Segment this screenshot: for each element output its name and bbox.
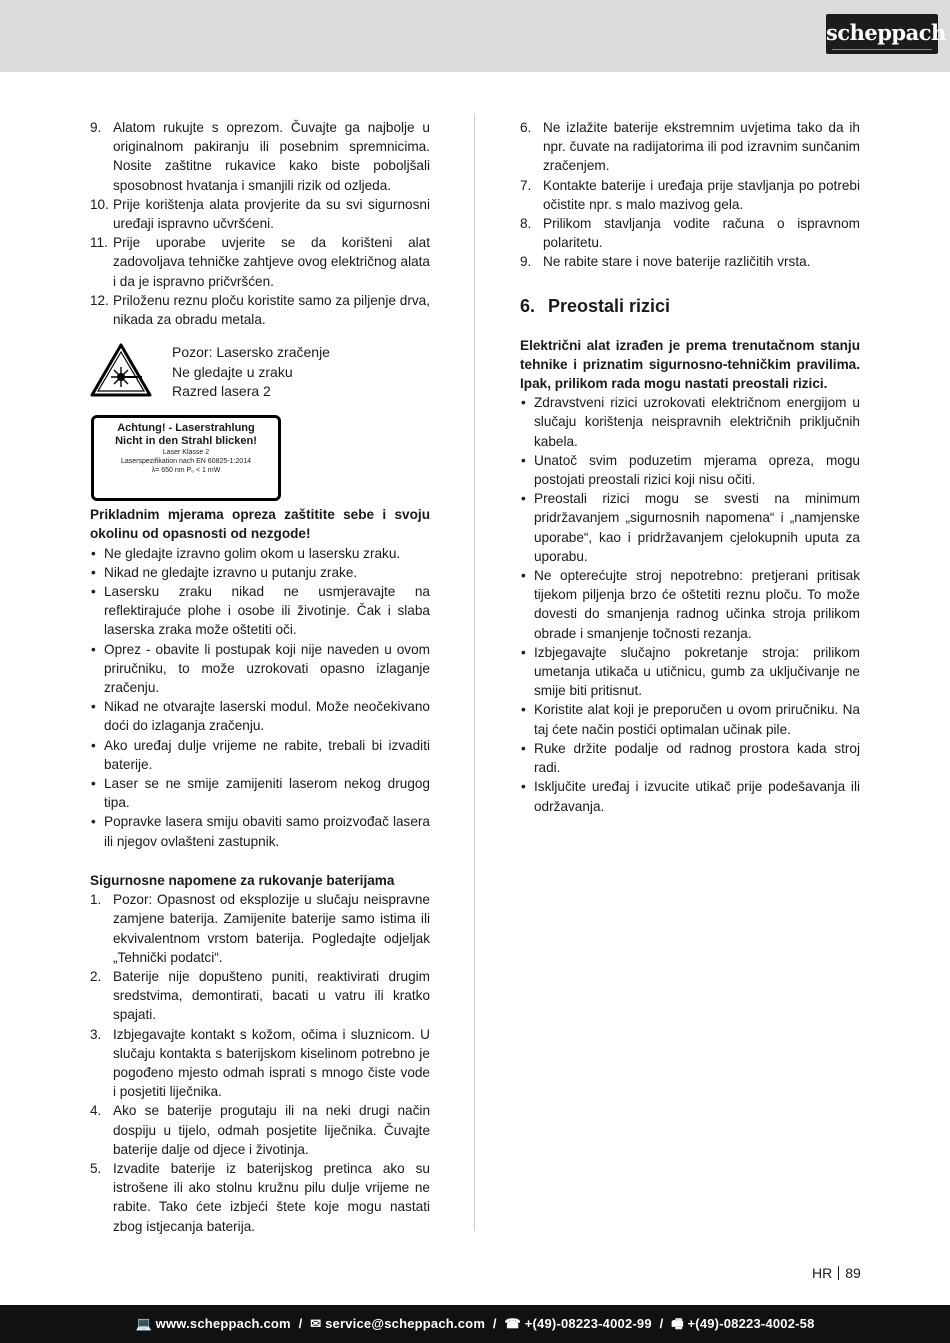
list-item: 5. Izvadite baterije iz baterijskog pretinca ako su istrošene ili ako stolnu kružnu pilu dulje vrijeme ne rabite. Tako ćete izbjeći štete koje mogu nastati zbog istjecanja baterija.	[90, 1160, 430, 1234]
laser-class-label: Achtung! - Laserstrahlung Nicht in den Strahl blicken! Laser Klasse 2 Laserspezifikation nach EN 60825-1:2014 λ= 650 nm P₀ < 1 mW	[91, 415, 281, 501]
laser-warning-icon	[90, 343, 152, 397]
list-item: 8. Prilikom stavljanja vodite računa o ispravnom polaritetu.	[520, 216, 860, 251]
list-item: 7. Kontakte baterije i uređaja prije stavljanja po potrebi očistite npr. s malo mazivog gela.	[520, 177, 860, 212]
list-item: • Oprez - obavite li postupak koji nije naveden u ovom priručniku, to može uzrokovati opasno izlaganje zračenju.	[91, 641, 430, 696]
brand-logo	[826, 14, 946, 54]
battery-list-continued	[520, 118, 860, 272]
list-item: • Izbjegavajte slučajno pokretanje stroja: prilikom umetanja utikača u utičnicu, gumb za uključivanje ne smije biti pritisnut.	[521, 644, 860, 699]
laser-warning	[90, 343, 430, 493]
battery-list	[90, 890, 430, 1236]
computer-icon: 💻	[135, 1316, 152, 1331]
list-item: 10. Prije korištenja alata provjerite da su svi sigurnosni uređaji ispravno učvršćeni.	[90, 196, 430, 232]
fax-icon: 🖷	[671, 1316, 684, 1331]
risk-bullets	[520, 393, 860, 815]
email-icon: ✉	[310, 1316, 322, 1331]
laser-intro: Prikladnim mjerama opreza zaštitite sebe i svoju okolinu od opasnosti od nezgode!	[90, 507, 430, 542]
safety-list	[90, 118, 430, 329]
page-footer: 💻 www.scheppach.com / ✉ service@scheppach.com / ☎ +(49)-08223-4002-99 / 🖷 +(49)-08223-4002-58	[0, 1305, 950, 1343]
laser-bullets	[90, 544, 430, 851]
list-item: 1. Pozor: Opasnost od eksplozije u slučaju neispravne zamjene baterija. Zamijenite baterije samo istima ili ekvivalentnom vrstom baterija. Pogledajte odjeljak „Tehnički podatci“.	[90, 892, 430, 965]
section-heading: 6. Preostali rizici	[520, 295, 671, 316]
email-link[interactable]: service@scheppach.com	[325, 1316, 486, 1331]
fax-number: +(49)-08223-4002-58	[687, 1316, 815, 1331]
left-column	[90, 118, 430, 1236]
list-item: 6. Ne izlažite baterije ekstremnim uvjetima tako da ih npr. čuvate na radijatorima ili pod izravnim sunčanim zračenjem.	[520, 120, 860, 174]
list-item: 2. Baterije nije dopušteno puniti, reaktivirati drugim sredstvima, demontirati, bacati u vatru ili kratko spajati.	[90, 968, 430, 1023]
list-item: • Unatoč svim poduzetim mjerama opreza, mogu postojati preostali rizici koji nisu očiti.	[521, 452, 860, 488]
list-item: • Isključite uređaj i izvucite utikač prije podešavanja ili održavanja.	[521, 779, 860, 814]
risk-intro: Električni alat izrađen je prema trenutačnom stanju tehnike i priznatim sigurnosno-tehničkim pravilima. Ipak, prilikom rada mogu nastati preostali rizici.	[520, 337, 860, 392]
right-column	[520, 118, 860, 816]
list-item: • Popravke lasera smiju obaviti samo proizvođač lasera ili njegov ovlašteni zastupnik.	[91, 814, 430, 849]
list-item: • Ne opterećujte stroj nepotrebno: pretjerani pritisak tijekom piljenja brzo će oštetiti reznu ploču. To može dovesti do smanjenja radnog učinka stroja prilikom obrade i smanjenje točnosti rezanja.	[521, 568, 860, 641]
phone-icon: ☎	[504, 1316, 521, 1331]
list-item: 9. Alatom rukujte s oprezom. Čuvajte ga najbolje u originalnom pakiranju ili posebnim spremnicima. Nosite zaštitne rukavice kako biste poboljšali sposobnost hvatanja i smanjili rizik od ozljeda.	[90, 120, 430, 193]
list-item: 12. Priloženu reznu ploču koristite samo za piljenje drva, nikada za obradu metala.	[90, 292, 430, 328]
phone-number: +(49)-08223-4002-99	[524, 1316, 652, 1331]
list-item: 4. Ako se baterije progutaju ili na neki drugi način dospiju u tijelo, odmah posjetite liječnika. Čuvajte baterije dalje od djece i životinja.	[90, 1103, 430, 1157]
list-item: • Preostali rizici mogu se svesti na minimum pridržavanjem „sigurnosnih napomena“ i „namjenske uporabe“, kao i pridržavanjem cjelokupnih uputa za uporabu.	[521, 491, 860, 564]
list-item: 11. Prije uporabe uvjerite se da korišteni alat zadovoljava tehničke zahtjeve ovog električnog alata i da je ispravno pričvršćen.	[90, 235, 430, 289]
list-item: 3. Izbjegavajte kontakt s kožom, očima i sluznicom. U slučaju kontakta s baterijskom kiselinom potrebno je pogođeno mjesto odmah isprati s mnogo čiste vode i posjetiti liječnika.	[90, 1026, 430, 1100]
website-link[interactable]: www.scheppach.com	[155, 1316, 291, 1331]
list-item: • Nikad ne otvarajte laserski modul. Može neočekivano doći do izlaganja zračenju.	[91, 699, 430, 734]
list-item: • Koristite alat koji je preporučen u ovom priručniku. Na taj ćete način postići optimalan učinak pile.	[521, 702, 860, 737]
laser-warning-text: Pozor: Lasersko zračenje Ne gledajte u zraku Razred lasera 2	[172, 344, 330, 400]
page-number: HR 89	[812, 1265, 861, 1281]
page-header	[0, 0, 950, 72]
list-item: • Zdravstveni rizici uzrokovati električnom energijom u slučaju korištenja neispravnih električnih priključnih kabela.	[521, 395, 860, 449]
list-item: • Ruke držite podalje od radnog prostora kada stroj radi.	[521, 740, 860, 776]
battery-heading: Sigurnosne napomene za rukovanje baterijama	[90, 872, 395, 888]
column-divider	[474, 114, 475, 1231]
list-item: • Ne gledajte izravno golim okom u lasersku zraku.	[91, 545, 401, 561]
list-item: 9. Ne rabite stare i nove baterije različitih vrsta.	[520, 254, 811, 270]
list-item: • Nikad ne gledajte izravno u putanju zrake.	[91, 564, 358, 580]
list-item: • Laser se ne smije zamijeniti laserom nekog drugog tipa.	[91, 776, 430, 811]
list-item: • Ako uređaj dulje vrijeme ne rabite, trebali bi izvaditi baterije.	[91, 737, 430, 772]
brand-name: scheppach	[826, 20, 946, 45]
list-item: • Lasersku zraku nikad ne usmjeravajte na reflektirajuće plohe i osobe ili životinje. Čak i slaba laserska zraka može oštetiti oči.	[91, 584, 430, 638]
